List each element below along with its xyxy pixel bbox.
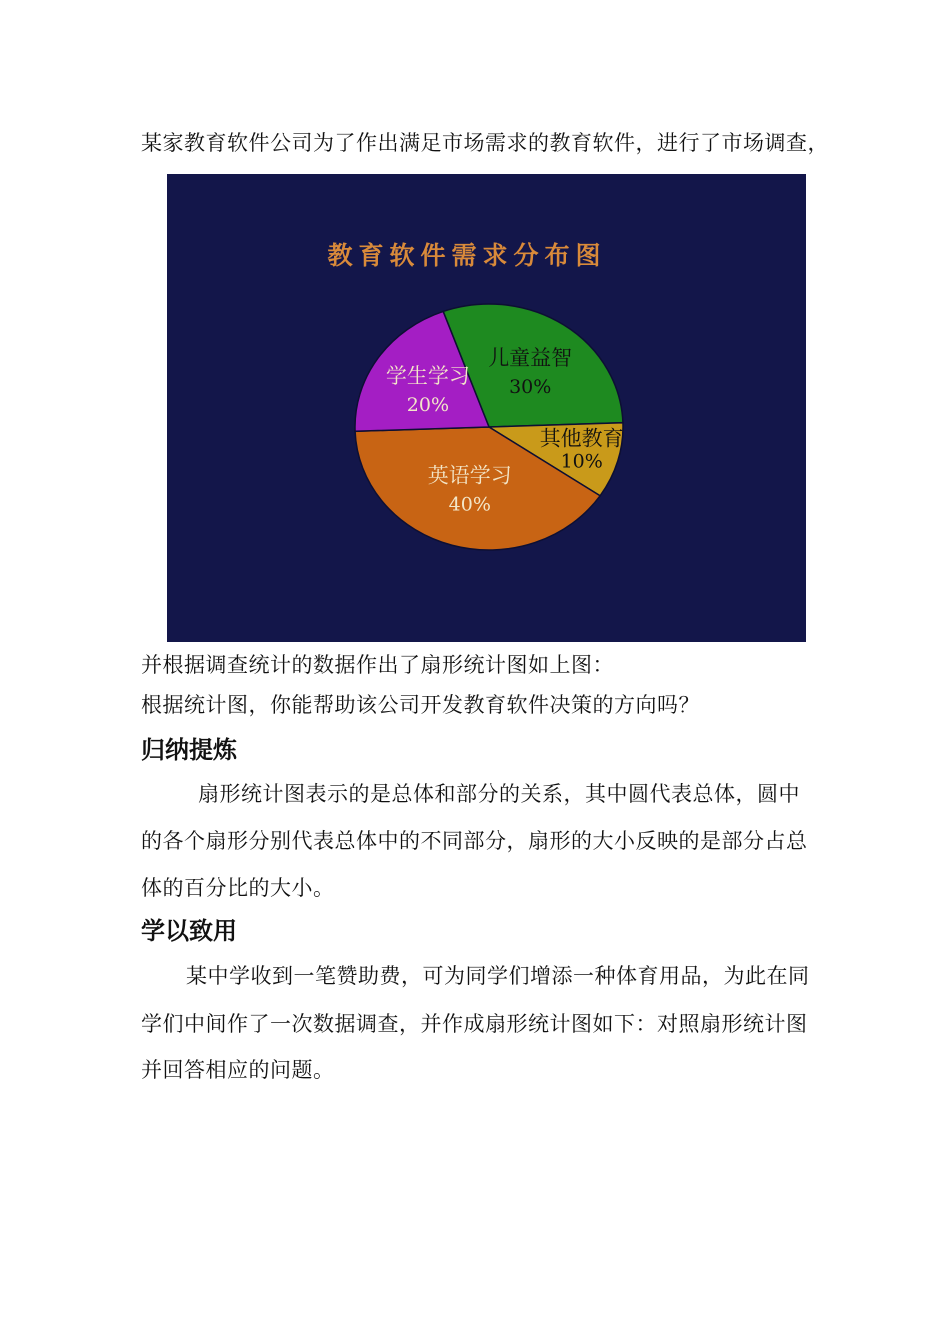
slice-value-label: 20% <box>406 394 450 417</box>
apply-paragraph-line: 某中学收到一笔赞助费，可为同学们增添一种体育用品，为此在同 <box>186 964 810 988</box>
question-line: 根据统计图，你能帮助该公司开发教育软件决策的方向吗？ <box>141 693 700 717</box>
section-heading-apply: 学以致用 <box>141 917 237 945</box>
intro-paragraph-line: 并根据调查统计的数据作出了扇形统计图如上图： <box>141 653 614 677</box>
apply-paragraph-line: 并回答相应的问题。 <box>141 1058 335 1082</box>
slice-value-label: 40% <box>448 493 491 516</box>
slice-category-label: 学生学习 <box>385 364 470 389</box>
slice-category-label: 儿童益智 <box>488 345 573 370</box>
chart-title: 教育软件需求分布图 <box>327 241 607 270</box>
slice-value-label: 10% <box>560 450 603 473</box>
pie-chart <box>167 174 806 642</box>
slice-category-label: 其他教育 <box>539 426 624 451</box>
summary-paragraph-line: 扇形统计图表示的是总体和部分的关系，其中圆代表总体，圆中 <box>198 782 800 806</box>
slice-category-label: 英语学习 <box>427 463 512 488</box>
apply-paragraph-line: 学们中间作了一次数据调查，并作成扇形统计图如下：对照扇形统计图 <box>141 1012 808 1036</box>
slice-value-label: 30% <box>509 375 552 398</box>
summary-paragraph-line: 的各个扇形分别代表总体中的不同部分，扇形的大小反映的是部分占总 <box>141 829 808 853</box>
pie-chart-figure <box>167 174 806 642</box>
summary-paragraph-line: 体的百分比的大小。 <box>141 876 335 900</box>
intro-paragraph-line: 某家教育软件公司为了作出满足市场需求的教育软件，进行了市场调查， <box>141 131 829 155</box>
section-heading-summary: 归纳提炼 <box>141 736 237 764</box>
